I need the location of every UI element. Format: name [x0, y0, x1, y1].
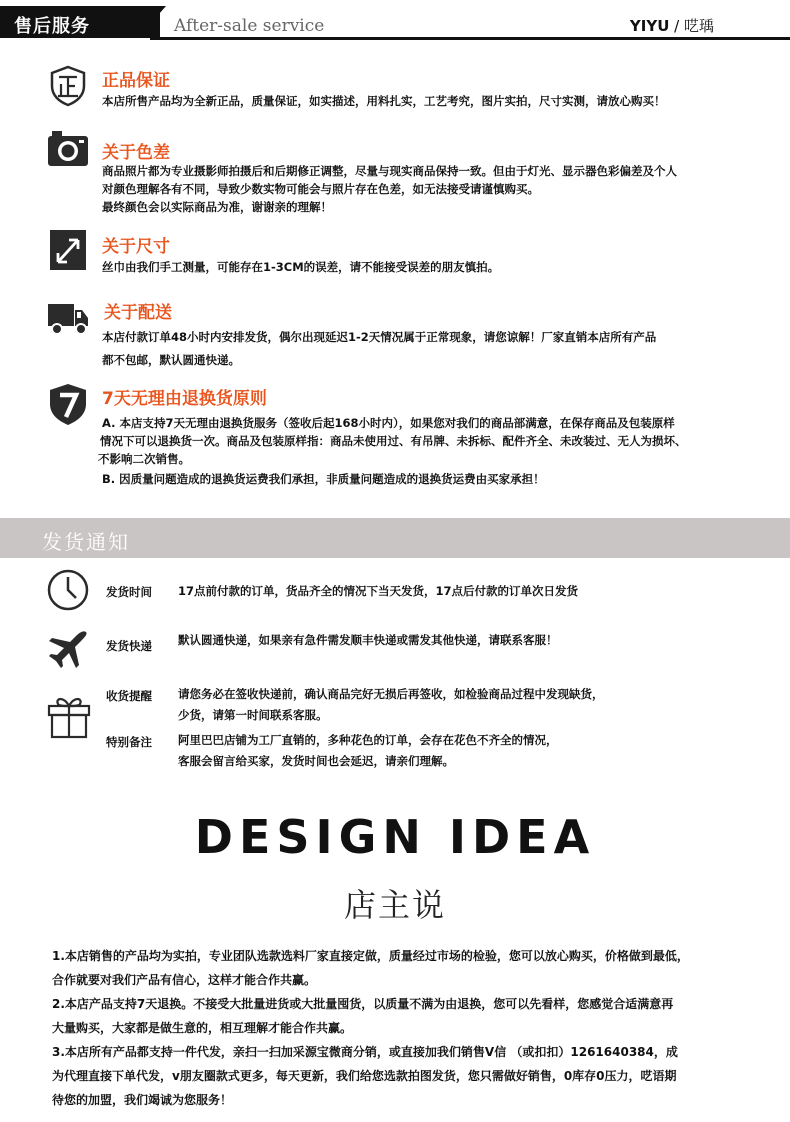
- brand-separator: /: [669, 17, 684, 35]
- brand-en: YIYU: [629, 17, 670, 35]
- header-tab-label: 售后服务: [14, 16, 90, 37]
- design-idea-title: DESIGN IDEA: [194, 810, 596, 864]
- policy-line: 商品照片都为专业摄影师拍摄后和后期修正调整，尽量与现实商品保持一致。但由于灯光、显示器色彩偏差及个人: [102, 164, 677, 178]
- policy-line: 丝巾由我们手工测量，可能存在1-3CM的误差，请不能接受误差的朋友慎拍。: [102, 260, 500, 274]
- policy-line: 本店付款订单48小时内安排发货，偶尔出现延迟1-2天情况属于正常现象，请您谅解！厂家直销本店所有产品: [102, 330, 657, 344]
- policy-line: B. 因质量问题造成的退换货运费我们承担，非质量问题造成的退换货运费由买家承担！: [102, 472, 545, 486]
- note-line: 大量购买，大家都是做生意的，相互理解才能合作共赢。: [52, 1021, 353, 1035]
- shipping-band-title: 发货通知: [42, 530, 130, 554]
- shipping-label: 发货时间: [106, 585, 152, 599]
- resize-arrow-icon: [46, 228, 90, 272]
- policy-line: 最终颜色会以实际商品为准，谢谢亲的理解！: [102, 200, 332, 214]
- shipping-band: [0, 518, 790, 558]
- header-english-title: After-sale service: [174, 16, 325, 36]
- policy-line: 情况下可以退换货一次。商品及包装原样指：商品未使用过、有吊牌、未拆标、配件齐全、未改装过、无人为损坏、: [100, 434, 687, 448]
- header-tab-slant: [138, 6, 166, 38]
- policy-body: [102, 326, 752, 372]
- policy-line: 不影响二次销售。: [98, 452, 190, 466]
- shipping-text-block: [178, 730, 558, 772]
- policy-title: 关于色差: [102, 143, 170, 163]
- shipping-text: 少货，请第一时间联系客服。: [178, 708, 328, 722]
- note-line: 3.本店所有产品都支持一件代发，亲扫一扫加采源宝微商分销，或直接加我们销售V信 （或扣扣）1261640384，成: [52, 1045, 678, 1059]
- policy-title: 关于尺寸: [102, 237, 170, 257]
- shipping-text: 请您务必在签收快递前，确认商品完好无损后再签收，如检验商品过程中发现缺货，: [178, 687, 604, 701]
- policy-body: [98, 414, 752, 488]
- brand-cn: 呓瑀: [683, 17, 714, 35]
- note-line: 待您的加盟，我们竭诚为您服务！: [52, 1093, 233, 1107]
- note-line: 2.本店产品支持7天退换。不接受大批量进货或大批量囤货，以质量不满为由退换，您可以先看样，您感觉合适满意再: [52, 997, 674, 1011]
- header-rule: [150, 37, 790, 40]
- truck-icon: [46, 296, 90, 340]
- camera-icon: [46, 128, 90, 172]
- note-line: 为代理直接下单代发，v朋友圈款式更多，每天更新，我们给您选款拍图发货，您只需做好销售，0库存0压力，呓语期: [52, 1069, 677, 1083]
- shop-owner-notes: [52, 944, 762, 1112]
- shop-owner-says-title: 店主说: [343, 886, 446, 924]
- shipping-text: 客服会留言给买家，发货时间也会延迟，请亲们理解。: [178, 754, 454, 768]
- brand: [630, 15, 714, 36]
- policy-line: 对颜色理解各有不同，导致少数实物可能会与照片存在色差，如无法接受请谨慎购买。: [102, 182, 539, 196]
- shipping-label: 发货快递: [106, 639, 152, 653]
- policy-body: [102, 162, 752, 216]
- clock-icon: [46, 568, 90, 612]
- airplane-icon: [46, 628, 90, 672]
- policy-line: 都不包邮，默认圆通快递。: [102, 353, 240, 367]
- section-header: [0, 0, 790, 44]
- shipping-text: 阿里巴巴店铺为工厂直销的，多种花色的订单，会存在花色不齐全的情况，: [178, 733, 558, 747]
- gift-icon: [46, 692, 92, 740]
- policy-title: 关于配送: [104, 303, 172, 323]
- policy-line: A. 本店支持7天无理由退换货服务（签收后起168小时内），如果您对我们的商品部满意，在保存商品及包装原样: [102, 416, 675, 430]
- policy-body: [102, 258, 752, 276]
- policy-body: [102, 92, 752, 110]
- shipping-label: 收货提醒: [106, 689, 152, 703]
- policy-title: 正品保证: [102, 71, 170, 91]
- shipping-text-block: [178, 684, 604, 726]
- shipping-text: 默认圆通快递，如果亲有急件需发顺丰快递或需发其他快递，请联系客服！: [178, 633, 558, 647]
- shipping-label: 特别备注: [106, 735, 152, 749]
- note-line: 合作就要对我们产品有信心，这样才能合作共赢。: [52, 973, 317, 987]
- note-line: 1.本店销售的产品均为实拍，专业团队选款选料厂家直接定做，质量经过市场的检验，您可以放心购买，价格做到最低，: [52, 949, 689, 963]
- shield-seven-icon: [46, 382, 90, 426]
- shield-zheng-icon: [46, 64, 90, 108]
- shipping-text: 17点前付款的订单，货品齐全的情况下当天发货，17点后付款的订单次日发货: [178, 584, 579, 598]
- policy-title: 7天无理由退换货原则: [102, 389, 267, 409]
- policy-line: 本店所售产品均为全新正品，质量保证，如实描述，用料扎实，工艺考究，图片实拍，尺寸实测，请放心购买！: [102, 94, 666, 108]
